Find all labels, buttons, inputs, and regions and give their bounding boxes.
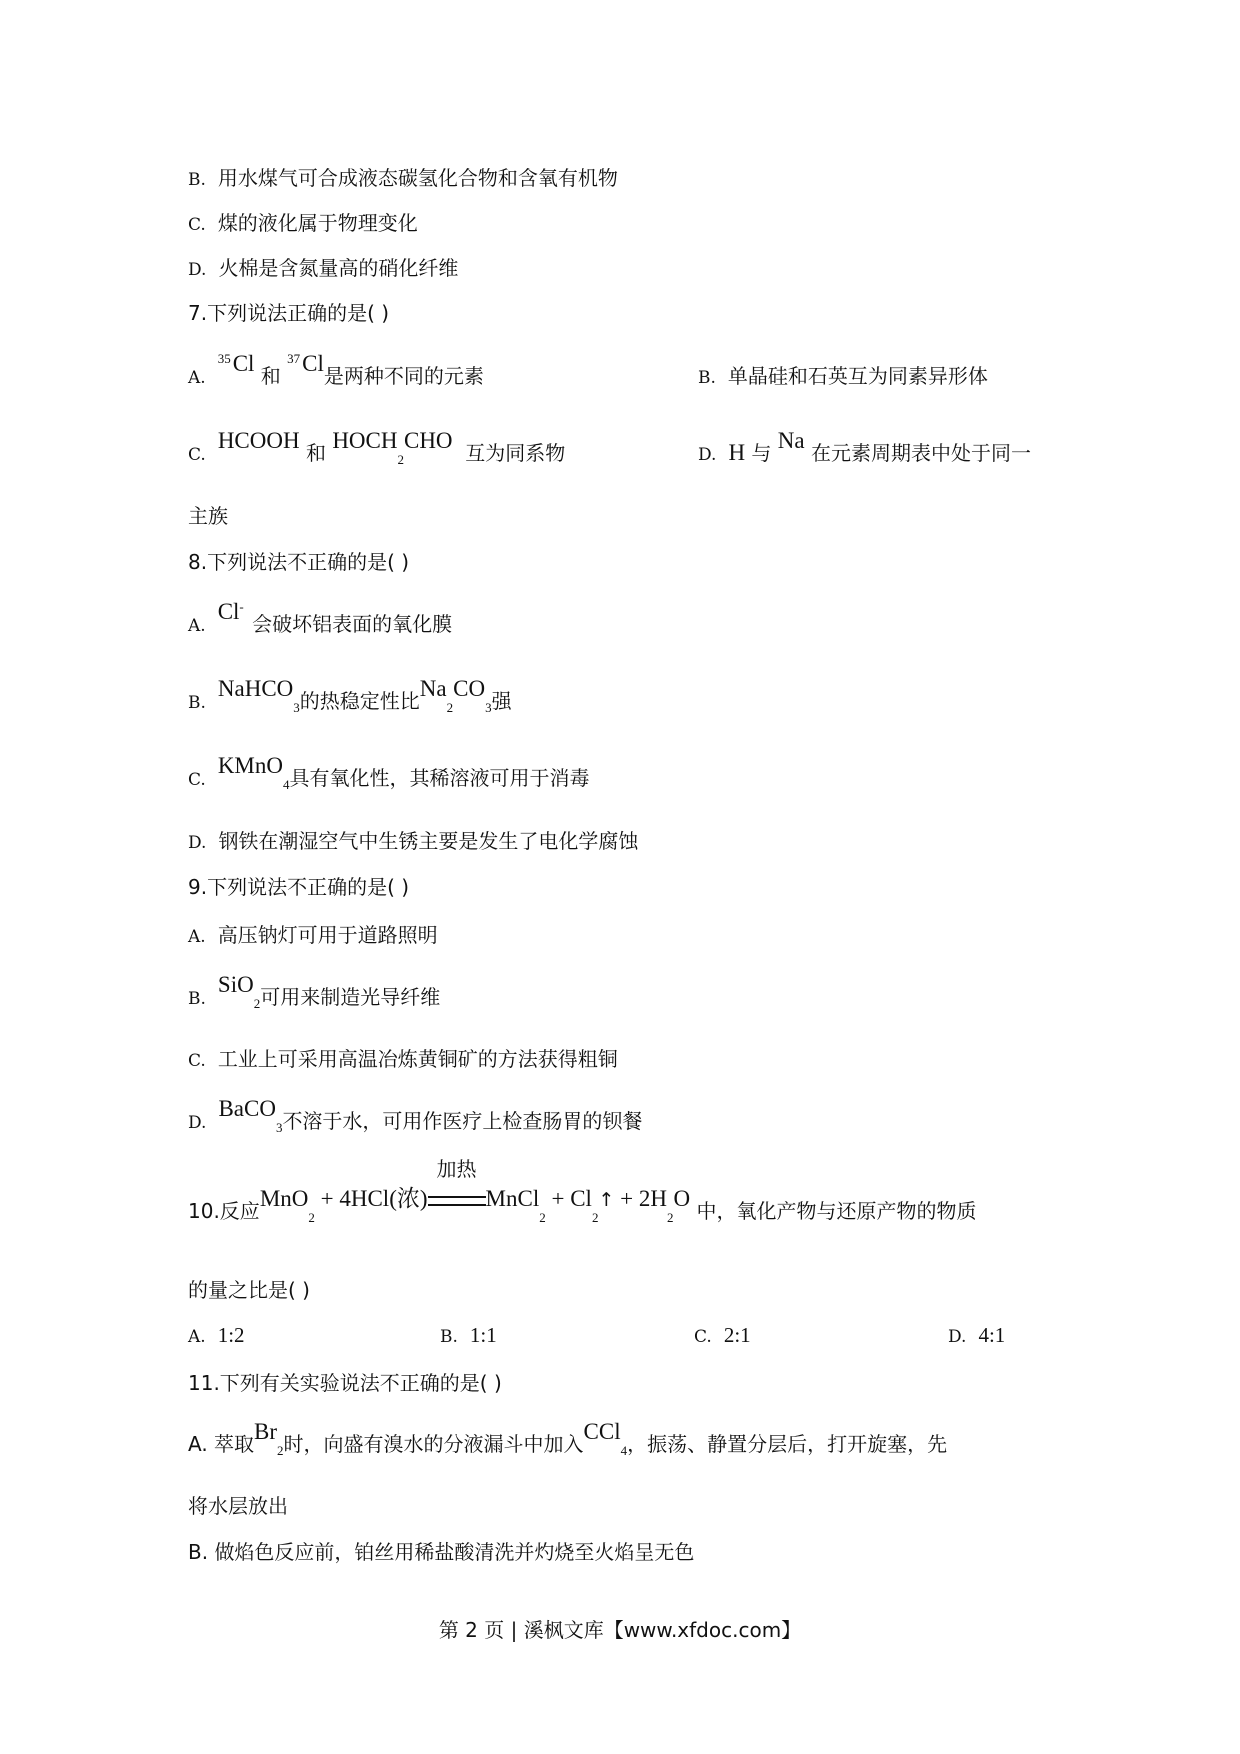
option-label: D. (188, 833, 207, 853)
question-prefix: 10.反应 (188, 1199, 260, 1223)
option-text: 时，向盛有溴水的分液漏斗中加入 (283, 1432, 584, 1456)
q6-option-c (188, 209, 418, 239)
option-label: B. (188, 693, 206, 713)
option-label: B. (188, 989, 206, 1009)
option-text: 会破坏铝表面的氧化膜 (252, 612, 453, 636)
q7-option-b (698, 362, 988, 392)
option-value: 4:1 (978, 1323, 1006, 1347)
option-text: 不溶于水，可用作医疗上检查肠胃的钡餐 (282, 1109, 643, 1133)
q11-option-b (188, 1538, 694, 1566)
option-label: D. (948, 1327, 967, 1347)
q11-option-a (188, 1419, 948, 1461)
option-label: A. (188, 1327, 206, 1347)
option-text: 钢铁在潮湿空气中生锈主要是发生了电化学腐蚀 (218, 829, 639, 853)
q9-stem: 9.下列说法不正确的是( ) (188, 875, 410, 899)
option-text: 做焰色反应前，铂丝用稀盐酸清洗并灼烧至火焰呈无色 (214, 1540, 695, 1564)
formula: Na (777, 428, 805, 453)
page-footer: 第 2 页 | 溪枫文库【www.xfdoc.com】 (438, 1618, 802, 1642)
option-text: 在元素周期表中处于同一 (810, 441, 1031, 465)
q6-option-b (188, 164, 618, 194)
q7-option-c (188, 428, 566, 470)
option-label: B. (698, 368, 716, 388)
chemical-equation: MnO$_2$ + 4HCl(浓) 加热 MnCl$_2$ + $Cl_2↑ + 2H_2O$ (259, 1157, 691, 1225)
question-text: 中，氧化产物与还原产物的物质 (696, 1199, 977, 1223)
option-text: 可用来制造光导纤维 (260, 985, 441, 1009)
formula: $Na_2CO_3$ (419, 676, 492, 715)
conjunction: 和 (305, 441, 326, 465)
option-label: C. (188, 1051, 206, 1071)
option-text: 单晶硅和石英互为同素异形体 (727, 364, 988, 388)
formula: $Br_2$ (254, 1419, 284, 1458)
option-label: D. (188, 1113, 207, 1133)
option-text: ，振荡、静置分层后，打开旋塞，先 (627, 1432, 948, 1456)
q10-stem-continued: 的量之比是( ) (188, 1278, 310, 1302)
q11-stem: 11.下列有关实验说法不正确的是( ) (188, 1371, 502, 1395)
q10-option-b (440, 1321, 497, 1351)
q6-option-d (188, 254, 458, 284)
option-label: D. (698, 445, 717, 465)
q9-option-a (188, 921, 438, 951)
conjunction: 和 (260, 364, 281, 388)
formula: Cl- (217, 599, 244, 624)
formula: H (728, 440, 746, 465)
q8-option-d (188, 827, 638, 857)
option-text: 火棉是含氮量高的硝化纤维 (218, 256, 459, 280)
q7-option-d-continued: 主族 (188, 504, 228, 528)
option-label: B. (440, 1327, 458, 1347)
formula: SiO$_2$ (217, 972, 261, 1011)
option-label: A. (188, 927, 206, 947)
option-label: C. (188, 215, 206, 235)
formula: $HOCH_2CHO$ (332, 428, 453, 467)
formula: HCOOH (217, 428, 300, 453)
option-label: B. (188, 170, 206, 190)
option-value: 2:1 (723, 1323, 751, 1347)
q9-option-b (188, 972, 441, 1014)
reaction-condition: 加热 (428, 1185, 486, 1213)
q8-option-c (188, 753, 590, 795)
option-label: D. (188, 260, 207, 280)
isotope-formula: $^{37}$Cl (287, 351, 324, 376)
q10-stem (188, 1157, 977, 1228)
option-text: 具有氧化性，其稀溶液可用于消毒 (289, 766, 590, 790)
formula: BaCO$_3$ (218, 1096, 283, 1135)
q8-stem: 8.下列说法不正确的是( ) (188, 550, 410, 574)
option-text: 是两种不同的元素 (323, 364, 484, 388)
option-text: 的热稳定性比 (299, 689, 420, 713)
option-value: 1:2 (217, 1323, 245, 1347)
q7-stem: 7.下列说法正确的是( ) (188, 301, 390, 325)
q8-option-a (188, 599, 453, 641)
option-label: C. (188, 445, 206, 465)
option-label: C. (694, 1327, 712, 1347)
option-text: 高压钠灯可用于道路照明 (217, 923, 438, 947)
option-text: 工业上可采用高温冶炼黄铜矿的方法获得粗铜 (217, 1047, 618, 1071)
q7-option-a (188, 351, 484, 393)
q8-option-b (188, 676, 512, 718)
option-label: A. (188, 616, 206, 636)
option-label: C. (188, 770, 206, 790)
q10-option-d (948, 1321, 1005, 1351)
option-value: 1:1 (469, 1323, 497, 1347)
q10-option-a (188, 1321, 245, 1351)
option-text: 强 (491, 689, 512, 713)
q7-option-d (698, 428, 1031, 469)
isotope-formula: $^{35}$Cl (217, 351, 255, 376)
option-text: 煤的液化属于物理变化 (217, 211, 418, 235)
option-text: 互为同系物 (465, 441, 566, 465)
q11-option-a-continued: 将水层放出 (188, 1494, 288, 1518)
formula: KMnO$_4$ (217, 753, 290, 792)
option-label: A. (188, 1432, 208, 1456)
q9-option-c (188, 1045, 618, 1075)
conjunction: 与 (751, 441, 772, 465)
formula: NaHCO$_3$ (217, 676, 300, 715)
option-text: 萃取 (214, 1432, 255, 1456)
q9-option-d (188, 1096, 643, 1138)
q10-option-c (694, 1321, 751, 1351)
option-label: A. (188, 368, 206, 388)
formula: CCl$_4$ (583, 1419, 628, 1458)
option-text: 用水煤气可合成液态碳氢化合物和含氧有机物 (217, 166, 618, 190)
option-label: B. (188, 1540, 209, 1564)
